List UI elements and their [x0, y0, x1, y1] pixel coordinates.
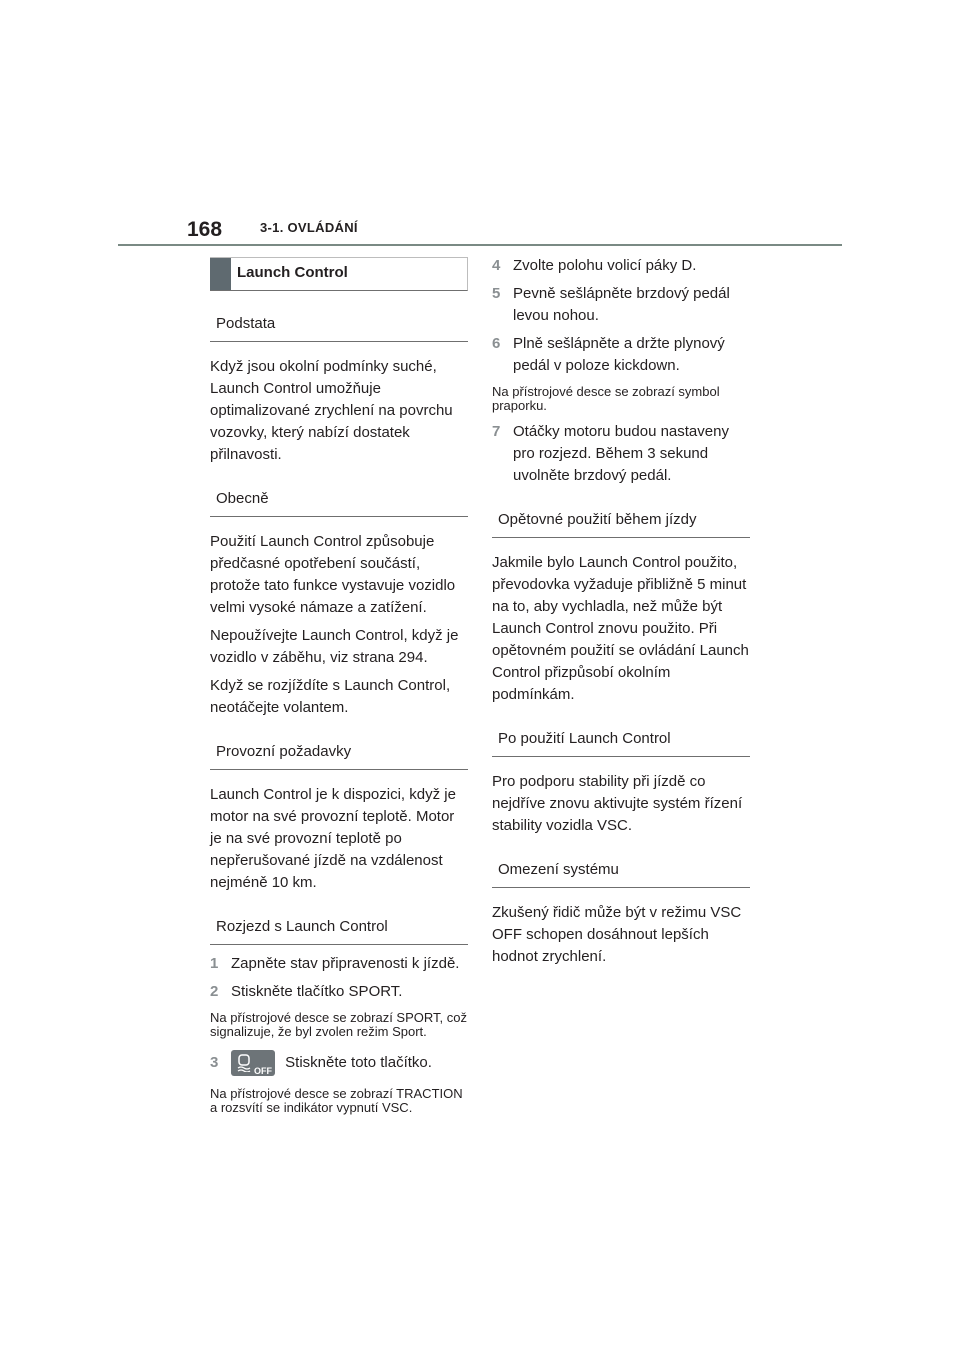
note-sport: Na přístrojové desce se zobrazí SPORT, což signalizuje, že byl zvolen režim Sport. [210, 1010, 467, 1039]
step-text: Zvolte polohu volicí páky D. [513, 257, 697, 274]
page-number: 168 [187, 218, 223, 241]
paragraph-obecne-1: Použití Launch Control způsobuje předčasné opotřebení součástí, protože tato funkce vystavuje vozidlo velmi vysoké námaze a zatížení. [210, 533, 456, 616]
subheading-obecne [210, 482, 468, 517]
subheading-label: Provozní požadavky [216, 743, 352, 760]
step-4 [492, 255, 750, 277]
step-text: Zapněte stav připravenosti k jízdě. [231, 955, 460, 972]
vsc-off-button-icon [231, 1050, 275, 1076]
step-text: Otáčky motoru budou nastaveny pro rozjezd. Během 3 sekund uvolněte brzdový pedál. [513, 423, 729, 484]
right-column [492, 255, 750, 968]
subheading-label: Opětovné použití během jízdy [498, 511, 697, 528]
subheading-label: Po použití Launch Control [498, 730, 671, 747]
step-7 [492, 421, 750, 487]
step-2 [210, 981, 468, 1003]
step-number: 4 [492, 257, 501, 274]
paragraph-pozadavky: Launch Control je k dispozici, když je motor na své provozní teplotě. Motor je na své provozní teplotě po nepřerušované jízdě na vzdálenost nejméně 10 km. [210, 786, 456, 891]
step-text: Stiskněte toto tlačítko. [285, 1054, 432, 1071]
step-number: 2 [210, 983, 219, 1000]
left-column [210, 257, 468, 1115]
paragraph-opetovne: Jakmile bylo Launch Control použito, převodovka vyžaduje přibližně 5 minut na to, aby vychladla, než může být Launch Control znovu použito. Při opětovném použití se ovládání Launch Control přizpůsobí okolním podmínkám. [492, 554, 749, 703]
subheading-omezeni [492, 853, 750, 888]
step-number: 3 [210, 1054, 219, 1071]
subheading-opetovne [492, 503, 750, 538]
step-text: Plně sešlápněte a držte plynový pedál v poloze kickdown. [513, 335, 725, 374]
step-5 [492, 283, 750, 327]
step-number: 7 [492, 423, 501, 440]
paragraph-podstata: Když jsou okolní podmínky suché, Launch Control umožňuje optimalizované zrychlení na povrchu vozovky, který nabízí dostatek přilnavosti. [210, 358, 453, 463]
subheading-label: Omezení systému [498, 861, 619, 878]
section-title: Launch Control [237, 264, 348, 281]
step-number: 6 [492, 335, 501, 352]
paragraph-obecne-3: Když se rozjíždíte s Launch Control, neotáčejte volantem. [210, 677, 451, 716]
step-text: Stiskněte tlačítko SPORT. [231, 983, 403, 1000]
header-rule [118, 244, 842, 246]
paragraph-po-pouziti: Pro podporu stability při jízdě co nejdříve znovu aktivujte systém řízení stability vozidla VSC. [492, 773, 743, 834]
subheading-podstata [210, 307, 468, 342]
paragraph-omezeni: Zkušený řidič může být v režimu VSC OFF schopen dosáhnout lepších hodnot zrychlení. [492, 904, 742, 965]
subheading-rozjezd [210, 910, 468, 945]
step-1 [210, 953, 468, 975]
step-3 [210, 1049, 468, 1077]
section-title-box [210, 257, 468, 291]
paragraph-obecne-2: Nepoužívejte Launch Control, když je vozidlo v záběhu, viz strana 294. [210, 627, 459, 666]
subheading-provozni-pozadavky [210, 735, 468, 770]
subheading-label: Rozjezd s Launch Control [216, 918, 388, 935]
car-skid-icon [236, 1054, 252, 1072]
step-number: 1 [210, 955, 219, 972]
note-flag: Na přístrojové desce se zobrazí symbol praporku. [492, 384, 720, 413]
subheading-label: Podstata [216, 315, 276, 332]
subheading-po-pouziti [492, 722, 750, 757]
off-label: OFF [254, 1066, 272, 1077]
step-number: 5 [492, 285, 501, 302]
step-text: Pevně sešlápněte brzdový pedál levou nohou. [513, 285, 730, 324]
note-traction: Na přístrojové desce se zobrazí TRACTION a rozsvítí se indikátor vypnutí VSC. [210, 1086, 463, 1115]
section-title-bar [210, 258, 231, 290]
step-6 [492, 333, 750, 377]
chapter-title: 3-1. OVLÁDÁNÍ [260, 220, 358, 235]
subheading-label: Obecně [216, 490, 269, 507]
